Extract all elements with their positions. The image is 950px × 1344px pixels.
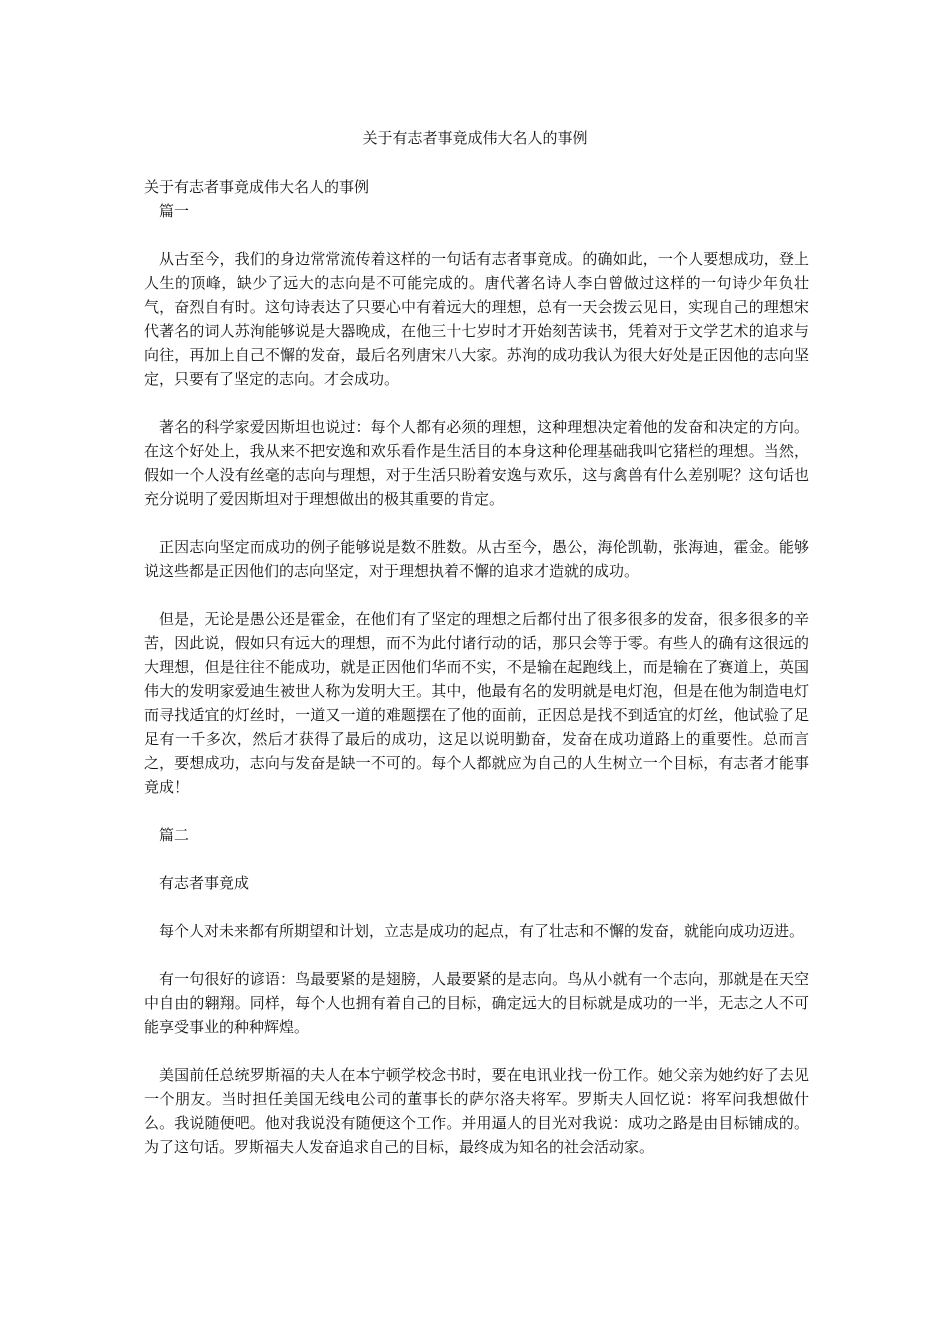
paragraph-gap	[144, 391, 809, 415]
paragraph-gap	[144, 895, 809, 919]
paragraph-gap	[144, 223, 809, 247]
paragraph: 有一句很好的谚语：鸟最要紧的是翅膀，人最要紧的是志向。鸟从小就有一个志向，那就是在天空中自由的翱翔。同样，每个人也拥有着自己的目标，确定远大的目标就是成功的一半，无志之人不可能享受事业的种种辉煌。	[144, 970, 809, 1036]
paragraph-gap	[144, 511, 809, 535]
paragraph-gap	[144, 1039, 809, 1063]
paragraph: 从古至今，我们的身边常常流传着这样的一句话有志者事竟成。的确如此，一个人要想成功，登上人生的顶峰，缺少了远大的志向是不可能完成的。唐代著名诗人李白曾做过这样的一句诗少年负壮气，奋烈自有时。这句诗表达了只要心中有着远大的理想，总有一天会拨云见日，实现自己的理想宋代著名的词人苏洵能够说是大器晚成，在他三十七岁时才开始刻苦读书，凭着对于文学艺术的追求与向往，再加上自己不懈的发奋，最后名列唐宋八大家。苏洵的成功我认为很大好处是正因他的志向坚定，只要有了坚定的志向。才会成功。	[144, 250, 809, 388]
paragraph: 每个人对未来都有所期望和计划，立志是成功的起点，有了壮志和不懈的发奋，就能向成功迈进。	[159, 922, 805, 940]
paragraph: 正因志向坚定而成功的例子能够说是数不胜数。从古至今，愚公，海伦凯勒，张海迪，霍金。能够说这些都是正因他们的志向坚定，对于理想执着不懈的追求才造就的成功。	[144, 538, 809, 580]
document-subtitle: 关于有志者事竟成伟大名人的事例	[144, 178, 370, 196]
paragraph-gap	[144, 943, 809, 967]
paragraph: 但是，无论是愚公还是霍金，在他们有了坚定的理想之后都付出了很多很多的发奋，很多很多的辛苦，因此说，假如只有远大的理想，而不为此付诸行动的话，那只会等于零。有些人的确有这很远的大理想，但是往往不能成功，就是正因他们华而不实，不是输在起跑线上，而是输在了赛道上，英国伟大的发明家爱迪生被世人称为发明大王。其中，他最有名的发明就是电灯泡，但是在他为制造电灯而寻找适宜的灯丝时，一道又一道的难题摆在了他的面前，正因总是找不到适宜的灯丝，他试验了足足有一千多次，然后才获得了最后的成功，这足以说明勤奋，发奋在成功道路上的重要性。总而言之，要想成功，志向与发奋是缺一不可的。每个人都就应为自己的人生树立一个目标，有志者才能事竟成！	[144, 610, 809, 796]
paragraph: 著名的科学家爱因斯坦也说过：每个人都有必须的理想，这种理想决定着他的发奋和决定的方向。在这个好处上，我从来不把安逸和欢乐看作是生活目的本身这种伦理基础我叫它猪栏的理想。当然，假如一个人没有丝毫的志向与理想，对于生活只盼着安逸与欢乐，这与禽兽有什么差别呢？这句话也充分说明了爱因斯坦对于理想做出的极其重要的肯定。	[144, 418, 809, 508]
paragraph-gap	[144, 847, 809, 871]
part-one-label: 篇一	[159, 202, 190, 220]
part-two-label: 篇二	[159, 826, 190, 844]
paragraph: 美国前任总统罗斯福的夫人在本宁顿学校念书时，要在电讯业找一份工作。她父亲为她约好了去见一个朋友。当时担任美国无线电公司的董事长的萨尔洛夫将军。罗斯夫人回忆说：将军问我想做什么。我说随便吧。他对我说没有随便这个工作。并用逼人的目光对我说：成功之路是由目标铺成的。为了这句话。罗斯福夫人发奋追求自己的目标，最终成为知名的社会活动家。	[144, 1066, 809, 1156]
paragraph-gap	[144, 799, 809, 823]
page-title: 关于有志者事竟成伟大名人的事例	[362, 129, 588, 147]
section-heading: 有志者事竟成	[159, 874, 250, 892]
paragraph-gap	[144, 583, 809, 607]
document-body	[144, 175, 809, 1159]
